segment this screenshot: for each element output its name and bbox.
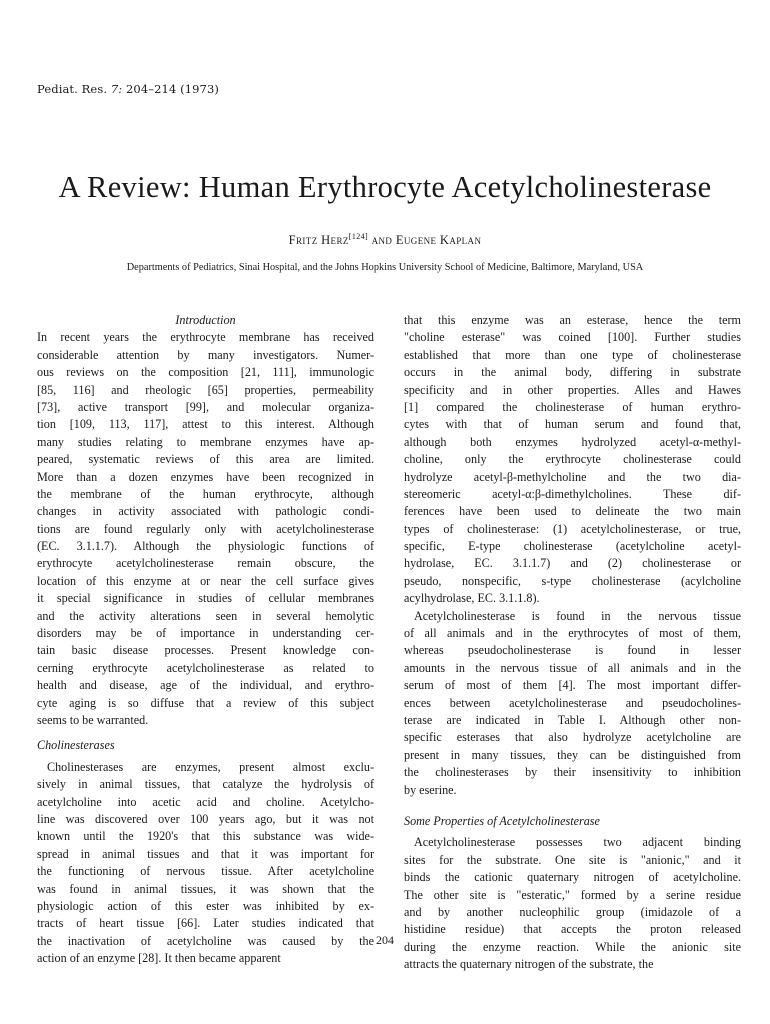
- text-line: tracts of heart tissue [66]. Later studies indicated that: [37, 916, 374, 931]
- text-line: binds the cationic quaternary nitrogen of acetylcholine.: [404, 870, 741, 885]
- text-line: the inactivation of acetylcholine was caused by the: [37, 933, 374, 948]
- text-line: it special significance in studies of cellular membranes: [37, 591, 374, 606]
- text-line: "choline esterase" was coined [100]. Further studies: [404, 330, 741, 345]
- text-line: (EC. 3.1.1.7). Although the physiologic functions of: [37, 539, 374, 554]
- text-line: ferences have been used to delineate the two main: [404, 504, 741, 519]
- text-line: cytes with that of human serum and found that,: [404, 417, 741, 432]
- text-line: and the activity alterations seen in several hemolytic: [37, 608, 374, 623]
- text-line: spread in animal tissues and that it was important for: [37, 846, 374, 861]
- right-paragraph-2: [404, 608, 741, 799]
- text-line: stereomeric acetyl-α:β-dimethylcholines. These dif-: [404, 486, 741, 501]
- text-line: during the enzyme reaction. While the anionic site: [404, 939, 741, 954]
- text-line: line was discovered over 100 years ago, but it was not: [37, 811, 374, 826]
- text-line: hydrolyze acetyl-β-methylcholine and the two dia-: [404, 469, 741, 484]
- text-line: of all animals and in the erythrocytes of most of them,: [404, 626, 741, 641]
- text-line: sively in animal tissues, that catalyze the hydrolysis of: [37, 777, 374, 792]
- page-number: 204: [376, 933, 394, 947]
- text-line: tions are found regularly only with acetylcholinesterase: [37, 521, 374, 536]
- heading-cholinesterases: Cholinesterases: [37, 738, 115, 753]
- journal-name: Pediat. Res.: [37, 82, 108, 96]
- paper-title: A Review: Human Erythrocyte Acetylcholinesterase: [58, 170, 712, 204]
- text-line: action of an enzyme [28]. It then became apparent: [37, 951, 281, 966]
- text-line: ous reviews on the composition [21, 111], immunologic: [37, 365, 374, 380]
- text-line: terase are indicated in Table I. Although other non-: [404, 712, 741, 727]
- text-line: The other site is "esteratic," formed by a serine residue: [404, 887, 741, 902]
- text-line: known until the 1920's that this substance was wide-: [37, 829, 374, 844]
- text-line: attracts the quaternary nitrogen of the substrate, the: [404, 957, 654, 972]
- text-line: choline, only the erythrocyte cholinesterase could: [404, 452, 741, 467]
- text-line: tain basic disease processes. Present knowledge con-: [37, 643, 374, 658]
- text-line: acetylcholine into acetic acid and choline. Acetylcho-: [37, 794, 374, 809]
- text-line: [73], active transport [99], and molecular organiza-: [37, 399, 374, 414]
- journal-volume: 7:: [110, 82, 123, 96]
- text-line: health and disease, age of the individual, and erythro-: [37, 678, 374, 693]
- text-line: peared, systematic reviews of this area are limited.: [37, 452, 374, 467]
- right-paragraph-1: [404, 312, 741, 608]
- heading-introduction: Introduction: [175, 313, 236, 327]
- text-line: specific esterases that also hydrolyze acetylcholine are: [404, 730, 741, 745]
- text-line: disorders may be of importance in understanding cer-: [37, 626, 374, 641]
- affiliation: Departments of Pediatrics, Sinai Hospital, and the Johns Hopkins University School of Medicine, Baltimore, Maryland, USA: [126, 262, 644, 273]
- text-line: and by another nucleophilic group (imidazole of a: [404, 904, 741, 919]
- author-1: Fritz Herz: [288, 233, 349, 247]
- text-line: considerable attention by many investigators. Numer-: [37, 347, 374, 362]
- text-line: present in many tissues, they can be distinguished from: [404, 747, 741, 762]
- text-line: amounts in the nervous tissue of all animals and in the: [404, 660, 741, 675]
- text-line: histidine residue) that accepts the proton released: [404, 922, 741, 937]
- author-2: Eugene Kaplan: [395, 233, 482, 247]
- text-line: Acetylcholinesterase possesses two adjacent binding: [414, 835, 741, 850]
- text-line: More than a dozen enzymes have been recognized in: [37, 469, 374, 484]
- text-line: although both enzymes hydrolyzed acetyl-α-methyl-: [404, 434, 741, 449]
- text-line: whereas pseudocholinesterase is found in lesser: [404, 643, 741, 658]
- author-line: [0, 232, 770, 248]
- text-line: the cholinesterases by their insensitivity to inhibition: [404, 765, 741, 780]
- journal-citation: [37, 82, 219, 96]
- author-conjunction: and: [371, 233, 393, 247]
- text-line: physiologic action of this ester was inhibited by ex-: [37, 898, 374, 913]
- text-line: erythrocyte acetylcholinesterase remain obscure, the: [37, 556, 374, 571]
- text-line: [1] compared the cholinesterase of human erythro-: [404, 399, 741, 414]
- text-line: hydrolase, EC. 3.1.1.7) and (2) cholinesterase or: [404, 556, 741, 571]
- text-line: specific, E-type cholinesterase (acetylcholine acetyl-: [404, 539, 741, 554]
- text-line: In recent years the erythrocyte membrane has received: [37, 330, 374, 345]
- text-line: that this enzyme was an esterase, hence the term: [404, 313, 741, 327]
- text-line: [85, 116] and rheologic [65] properties, permeability: [37, 382, 374, 397]
- text-line: location of this enzyme at or near the cell surface gives: [37, 573, 374, 588]
- right-column: [404, 312, 741, 973]
- intro-paragraph: [37, 329, 374, 729]
- text-line: established that more than one type of cholinesterase: [404, 347, 741, 362]
- text-line: changes in activity associated with pathologic condi-: [37, 504, 374, 519]
- text-line: cyte aging is so diffuse that a review of this subject: [37, 695, 374, 710]
- text-line: specificity and in other properties. Alles and Hawes: [404, 382, 741, 397]
- text-line: Cholinesterases are enzymes, present almost exclu-: [47, 759, 374, 774]
- text-line: many studies relating to membrane enzymes have ap-: [37, 434, 374, 449]
- text-line: was found in animal tissues, it was shown that the: [37, 881, 374, 896]
- text-line: types of cholinesterase: (1) acetylcholinesterase, or true,: [404, 521, 741, 536]
- heading-properties: Some Properties of Acetylcholinesterase: [404, 813, 600, 828]
- text-line: the membrane of the human erythrocyte, although: [37, 486, 374, 501]
- left-column: [37, 312, 374, 967]
- text-line: Acetylcholinesterase is found in the nervous tissue: [414, 608, 741, 623]
- text-line: ences between acetylcholinesterase and pseudocholines-: [404, 695, 741, 710]
- text-line: the functioning of nervous tissue. After acetylcholine: [37, 864, 374, 879]
- journal-pages-year: 204–214 (1973): [126, 82, 219, 96]
- text-line: cerning erythrocyte acetylcholinesterase as related to: [37, 660, 374, 675]
- text-line: sites for the substrate. One site is "anionic," and it: [404, 852, 741, 867]
- text-line: by eserine.: [404, 782, 457, 797]
- text-line: serum of most of them [4]. The most important differ-: [404, 678, 741, 693]
- text-line: pseudo, nonspecific, s-type cholinesterase (acylcholine: [404, 573, 741, 588]
- text-line: tion [109, 113, 117], attest to this interest. Although: [37, 417, 374, 432]
- text-line: acylhydrolase, EC. 3.1.1.8).: [404, 591, 540, 606]
- author-footnote: [124]: [348, 232, 369, 241]
- properties-paragraph: [404, 834, 741, 973]
- text-line: occurs in the animal body, differing in substrate: [404, 365, 741, 380]
- text-line: seems to be warranted.: [37, 712, 149, 727]
